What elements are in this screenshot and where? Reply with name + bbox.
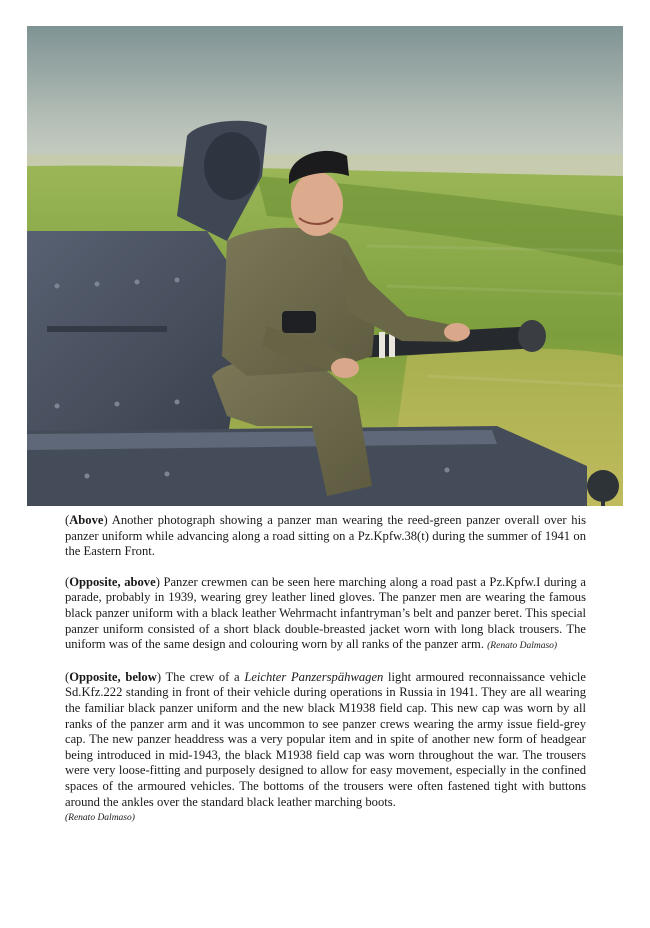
caption-text: light armoured reconnaissance vehicle Sd.Kfz.222 standing in front of their vehicle during operations in Russia in 1941. They are all wearing the familiar black panzer uniform and the new black M1938 field cap. This new cap was worn by all ranks of the panzer arm and it was uncommon to see panzer crews wearing the army issue field-grey cap. The new panzer headdress was a very popular item and in spite of another new form of headgear being introduced in mid-1943, the black M1938 field cap was worn throughout the war. The trousers were very loose-fitting and purposely designed to allow for easy movement, especially in the confined spaces of the armoured vehicles. The bottoms of the trousers were often fastened tight with buttons around the ankles over the standard black leather marching boots. xyxy=(65,669,586,809)
photograph xyxy=(27,26,623,506)
caption-lead: Above xyxy=(69,513,104,527)
photo-credit: (Renato Dalmaso) xyxy=(65,813,135,824)
vehicle-name: Leichter Panzerspähwagen xyxy=(244,669,384,684)
caption-text: Panzer crewmen can be seen here marching along a road past a Pz.Kpfw.I during a parade, probably in 1939, wearing grey leather lined gloves. The panzer men are wearing the famous black panzer uniform with a black leather Wehrmacht infantryman’s belt and panzer beret. This special panzer uniform consisted of a short black double-breasted jacket worn with long black trousers. The uniform was of the same design and colouring worn by all ranks of the panzer arm. xyxy=(65,574,586,652)
caption-opposite-above: (Opposite, above) Panzer crewmen can be seen here marching along a road past a Pz.Kpfw.I during a parade, probably in 1939, wearing grey leather lined gloves. The panzer men are wearing the famous black panzer uniform with a black leather Wehrmacht infantryman’s belt and panzer beret. This special panzer uniform consisted of a short black double-breasted jacket worn with long black trousers. The uniform was of the same design and colouring worn by all ranks of the panzer arm. (Renato Dalmaso) xyxy=(65,574,586,652)
photo-credit: (Renato Dalmaso) xyxy=(487,641,558,652)
caption-text: Another photograph showing a panzer man wearing the reed-green panzer overall over his panzer uniform while advancing along a road sitting on a Pz.Kpfw.38(t) during the summer of 1941 on the Eastern Front. xyxy=(65,513,586,559)
panzer-man-photo xyxy=(27,26,623,506)
panzer-man-face xyxy=(291,172,343,236)
caption-opposite-below: (Opposite, below) The crew of a Leichter Panzerspähwagen light armoured reconnaissance vehicle Sd.Kfz.222 standing in front of their vehicle during operations in Russia in 1941. They are all wearing the familiar black panzer uniform and the new black M1938 field cap. This new cap was worn by all ranks of the panzer arm and it was uncommon to see panzer crews wearing the army issue field-grey cap. The new panzer headdress was a very popular item and in spite of another new form of headgear being introduced in mid-1943, the black M1938 field cap was worn throughout the war. The trousers were very loose-fitting and purposely designed to allow for easy movement, especially in the confined spaces of the armoured vehicles. The bottoms of the trousers were often fastened tight with buttons around the ankles over the standard black leather marching boots. (Renato Dalmaso) xyxy=(65,670,586,827)
captions xyxy=(65,513,586,842)
tank-turret xyxy=(27,231,242,446)
binoculars xyxy=(282,311,316,333)
caption-lead: Opposite, below xyxy=(69,669,157,684)
caption-lead: Opposite, above xyxy=(69,574,156,589)
caption-above: (Above) Another photograph showing a panzer man wearing the reed-green panzer overall over his panzer uniform while advancing along a road sitting on a Pz.Kpfw.38(t) during the summer of 1941 on the Eastern Front. xyxy=(65,513,586,559)
caption-text-before: The crew of a xyxy=(161,669,245,684)
